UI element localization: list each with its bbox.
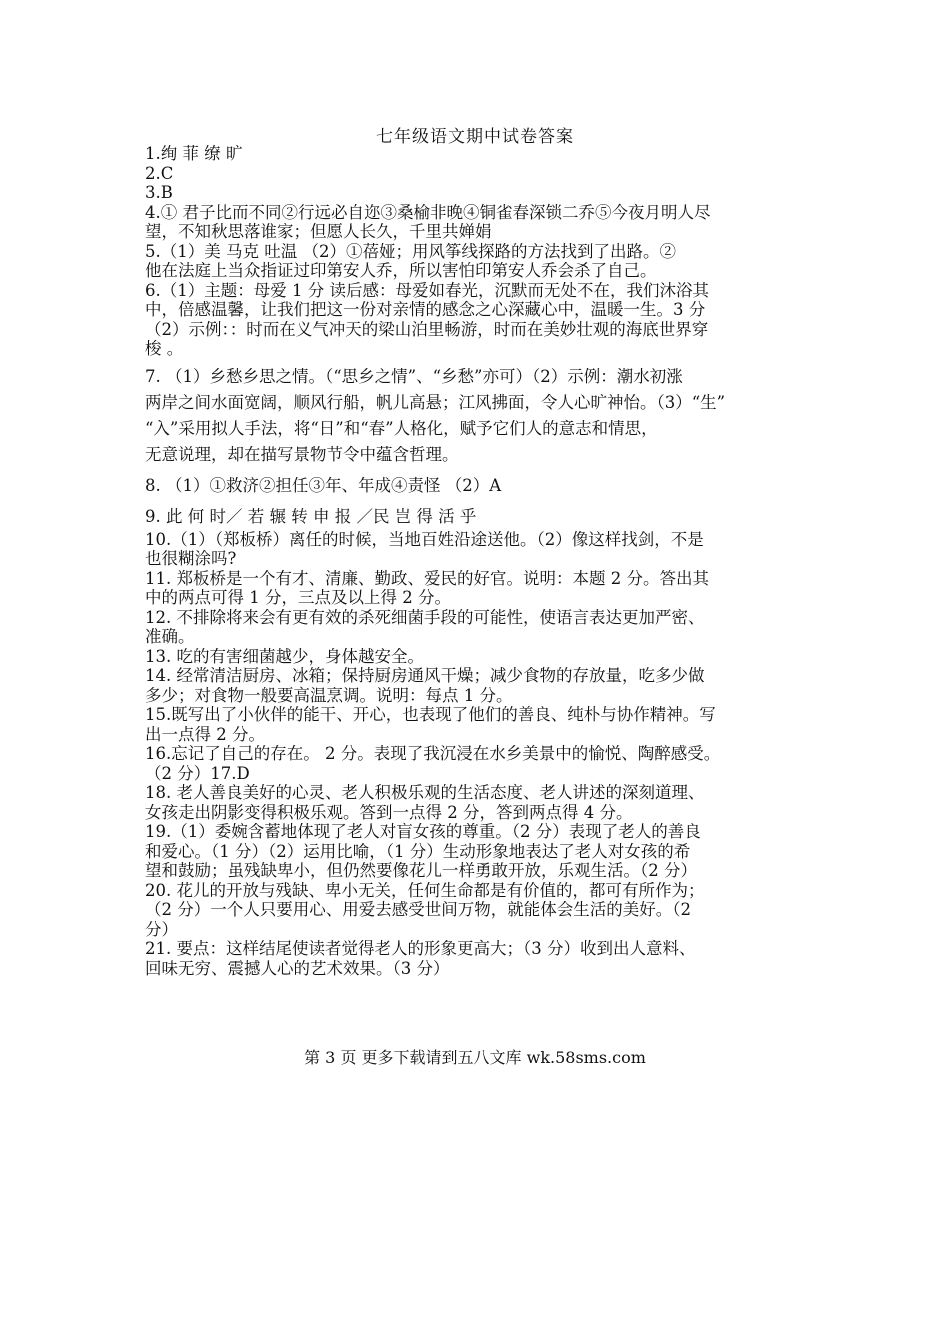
answer-line: 7. （1）乡愁乡思之情。（“思乡之情”、“乡愁”亦可）（2）示例：潮水初涨 <box>145 366 683 386</box>
answer-line: 12. 不排除将来会有更有效的杀死细菌手段的可能性，使语言表达更加严密、 <box>145 607 705 627</box>
answer-line: 出一点得 2 分。 <box>145 724 265 744</box>
answer-line: 无意说理，却在描写景物节令中蕴含哲理。 <box>145 444 459 464</box>
answer-line: 11. 郑板桥是一个有才、清廉、勤政、爱民的好官。说明：本题 2 分。答出其 <box>145 568 709 588</box>
answer-line: 15.既写出了小伙伴的能干、开心，也表现了他们的善良、纯朴与协作精神。写 <box>145 705 716 724</box>
answer-line: 梭 。 <box>145 339 184 358</box>
answer-line: 两岸之间水面宽阔，顺风行船，帆儿高悬；江风拂面，令人心旷神怡。（3）“生” <box>145 392 726 412</box>
page-footer: 第 3 页 更多下载请到五八文库 wk.58sms.com <box>304 1048 646 1067</box>
answer-line: 6.（1）主题：母爱 1 分 读后感：母爱如春光，沉默而无处不在，我们沐浴其 <box>145 280 709 300</box>
answer-line: 21. 要点：这样结尾使读者觉得老人的形象更高大；（3 分）收到出人意料、 <box>145 939 696 958</box>
answer-line: “入”采用拟人手法，将“日”和“春”人格化，赋予它们人的意志和情思， <box>145 418 658 438</box>
answer-line: （2 分）一个人只要用心、用爱去感受世间万物，就能体会生活的美好。（2 <box>145 900 691 919</box>
answer-line: 分） <box>145 919 178 939</box>
answer-line: 中的两点可得 1 分，三点及以上得 2 分。 <box>145 588 451 607</box>
answer-line: 和爱心。（1 分）（2）运用比喻，（1 分）生动形象地表达了老人对女孩的希 <box>145 841 691 861</box>
answer-line: 多少；对食物一般要高温烹调。说明：每点 1 分。 <box>145 685 513 705</box>
answer-line: 18. 老人善良美好的心灵、老人积极乐观的生活态度、老人讲述的深刻道理、 <box>145 783 705 802</box>
answer-line: 他在法庭上当众指证过印第安人乔，所以害怕印第安人乔会杀了自己。 <box>145 261 657 280</box>
answer-line: （2 分）17.D <box>145 763 250 783</box>
answer-line: 4.① 君子比而不同②行远必自迩③桑榆非晚④铜雀春深锁二乔⑤今夜月明人尽 <box>145 202 711 222</box>
document-title: 七年级语文期中试卷答案 <box>376 127 574 147</box>
answer-line: 10.（1）（郑板桥）离任的时候，当地百姓沿途送他。（2）像这样找剑，不是 <box>145 529 704 549</box>
answer-line: 3.B <box>145 183 173 202</box>
answer-line: 8. （1）①救济②担任③年、年成④责怪 （2）A <box>145 475 502 495</box>
answer-line: （2）示例：：时而在义气冲天的梁山泊里畅游，时而在美妙壮观的海底世界穿 <box>145 319 709 339</box>
answer-line: 中，倍感温馨，让我们把这一份对亲情的感念之心深藏心中，温暖一生。3 分 <box>145 300 706 319</box>
answer-line: 回味无穷、震撼人心的艺术效果。（3 分） <box>145 958 450 978</box>
answer-line: 1.绚 菲 缭 旷 <box>145 144 243 163</box>
answer-line: 望和鼓励；虽残缺卑小，但仍然要像花儿一样勇敢开放，乐观生活。（2 分） <box>145 861 697 880</box>
answer-content <box>145 144 810 978</box>
answer-line: 望，不知秋思落谁家；但愿人长久，千里共婵娟 <box>145 222 492 241</box>
answer-line: 16.忘记了自己的存在。 2 分。表现了我沉浸在水乡美景中的愉悦、陶醉感受。 <box>145 744 721 763</box>
answer-line: 20. 花儿的开放与残缺、卑小无关，任何生命都是有价值的，都可有所作为； <box>145 880 705 900</box>
answer-line: 5.（1）美 马克 吐温 （2）①蓓娅；用风筝线探路的方法找到了出路。② <box>145 241 676 261</box>
answer-line: 准确。 <box>145 627 195 646</box>
answer-line: 也很糊涂吗? <box>145 549 237 568</box>
answer-line: 13. 吃的有害细菌越少，身体越安全。 <box>145 646 424 666</box>
answer-line: 19.（1）委婉含蓄地体现了老人对盲女孩的尊重。（2 分）表现了老人的善良 <box>145 822 701 841</box>
answer-line: 女孩走出阴影变得积极乐观。答到一点得 2 分，答到两点得 4 分。 <box>145 802 633 822</box>
answer-line: 14. 经常清洁厨房、冰箱；保持厨房通风干燥；减少食物的存放量，吃多少做 <box>145 666 705 685</box>
answer-line: 9. 此 何 时／ 若 辗 转 申 报 ／民 岂 得 活 乎 <box>145 506 477 526</box>
answer-line: 2.C <box>145 163 174 183</box>
